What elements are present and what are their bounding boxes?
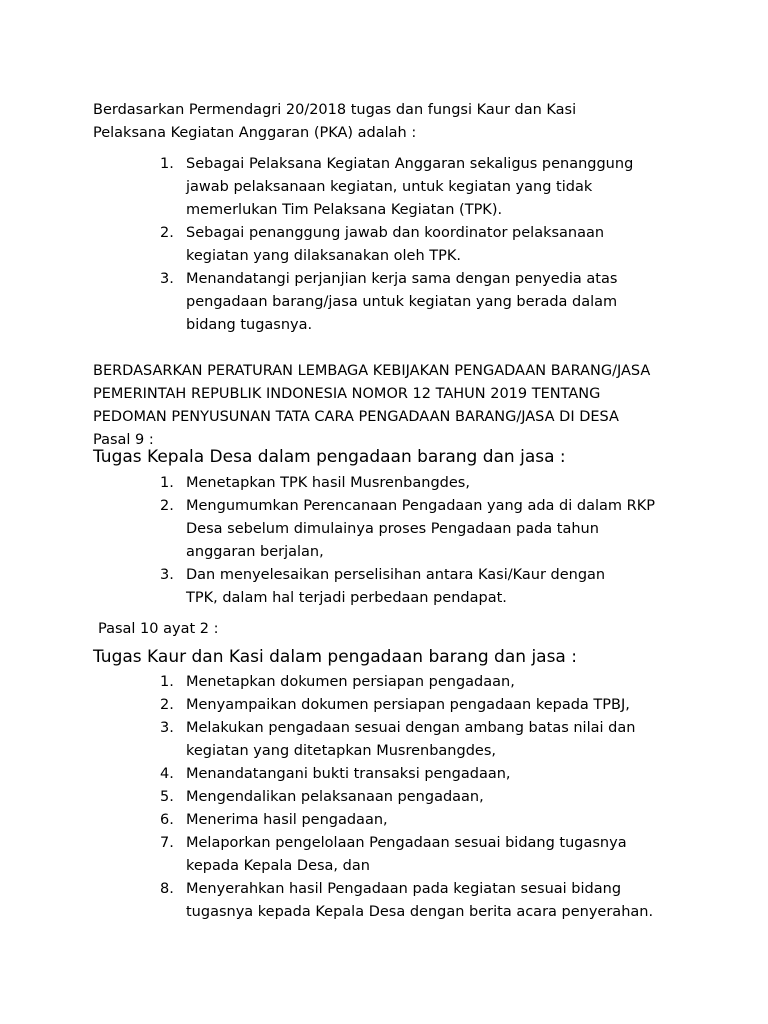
list-item [160,832,680,878]
list-item-number: 8. [160,881,174,897]
list-item-line: Desa sebelum dimulainya proses Pengadaan pada tahun [186,521,599,537]
list-item-line: kegiatan yang dilaksanakan oleh TPK. [186,248,461,264]
list-item [160,694,680,717]
list-item-line: Melakukan pengadaan sesuai dengan ambang batas nilai dan [186,720,636,736]
list-item-line: Mengumumkan Perencanaan Pengadaan yang ada di dalam RKP [186,498,655,514]
list-item-line: Sebagai penanggung jawab dan koordinator pelaksanaan [186,225,605,241]
kaur-kasi-heading: Tugas Kaur dan Kasi dalam pengadaan barang dan jasa : [93,647,577,667]
list-item-number: 5. [160,789,174,805]
list-item-number: 4. [160,766,174,782]
intro-paragraph [93,99,693,145]
list-item [160,878,680,924]
list-item-number: 7. [160,835,174,851]
list-item-line: Sebagai Pelaksana Kegiatan Anggaran sekaligus penanggung [186,156,634,172]
regulation-line: PEMERINTAH REPUBLIK INDONESIA NOMOR 12 TAHUN 2019 TENTANG [93,386,601,402]
list-item-line: tugasnya kepada Kepala Desa dengan berita acara penyerahan. [186,904,654,920]
list-item-line: bidang tugasnya. [186,317,313,333]
list-item-number: 3. [160,271,174,287]
list-item [160,717,680,763]
list-item-number: 3. [160,720,174,736]
list-item-number: 3. [160,567,174,583]
list-item-line: Menandatangi perjanjian kerja sama dengan penyedia atas [186,271,618,287]
list-item [160,809,680,832]
list-item-number: 2. [160,225,174,241]
list-item-line: Dan menyelesaikan perselisihan antara Kasi/Kaur dengan [186,567,606,583]
list-item-line: memerlukan Tim Pelaksana Kegiatan (TPK). [186,202,503,218]
list-item-line: Mengendalikan pelaksanaan pengadaan, [186,789,484,805]
regulation-title [93,360,733,429]
list-item-number: 2. [160,697,174,713]
list-item-number: 1. [160,156,174,172]
list-item-line: Menyerahkan hasil Pengadaan pada kegiatan sesuai bidang [186,881,622,897]
kepala-desa-duties-list [160,472,680,610]
list-item-number: 1. [160,475,174,491]
list-item-line: kepada Kepala Desa, dan [186,858,370,874]
list-item-line: Menyampaikan dokumen persiapan pengadaan kepada TPBJ, [186,697,630,713]
list-item-number: 2. [160,498,174,514]
kepala-desa-heading: Tugas Kepala Desa dalam pengadaan barang dan jasa : [93,447,566,467]
intro-line: Pelaksana Kegiatan Anggaran (PKA) adalah : [93,125,417,141]
list-item-line: kegiatan yang ditetapkan Musrenbangdes, [186,743,496,759]
regulation-line: BERDASARKAN PERATURAN LEMBAGA KEBIJAKAN PENGADAAN BARANG/JASA [93,363,651,379]
list-item [160,222,680,268]
list-item-line: Menetapkan TPK hasil Musrenbangdes, [186,475,470,491]
list-item [160,763,680,786]
list-item-line: Menerima hasil pengadaan, [186,812,388,828]
pasal-9-label: Pasal 9 : [93,432,154,448]
list-item-line: Menetapkan dokumen persiapan pengadaan, [186,674,515,690]
list-item [160,786,680,809]
pka-duties-list [160,153,680,337]
list-item [160,268,680,337]
list-item [160,671,680,694]
list-item-line: TPK, dalam hal terjadi perbedaan pendapat. [186,590,507,606]
list-item-line: jawab pelaksanaan kegiatan, untuk kegiatan yang tidak [186,179,593,195]
kaur-kasi-duties-list [160,671,680,924]
list-item [160,564,680,610]
list-item [160,153,680,222]
intro-line: Berdasarkan Permendagri 20/2018 tugas dan fungsi Kaur dan Kasi [93,102,577,118]
regulation-line: PEDOMAN PENYUSUNAN TATA CARA PENGADAAN BARANG/JASA DI DESA [93,409,619,425]
list-item-number: 6. [160,812,174,828]
list-item-line: Melaporkan pengelolaan Pengadaan sesuai bidang tugasnya [186,835,627,851]
pasal-10-label: Pasal 10 ayat 2 : [98,621,219,637]
list-item-line: pengadaan barang/jasa untuk kegiatan yang berada dalam [186,294,618,310]
list-item-line: anggaran berjalan, [186,544,324,560]
list-item-line: Menandatangani bukti transaksi pengadaan, [186,766,511,782]
list-item [160,495,680,564]
list-item [160,472,680,495]
list-item-number: 1. [160,674,174,690]
